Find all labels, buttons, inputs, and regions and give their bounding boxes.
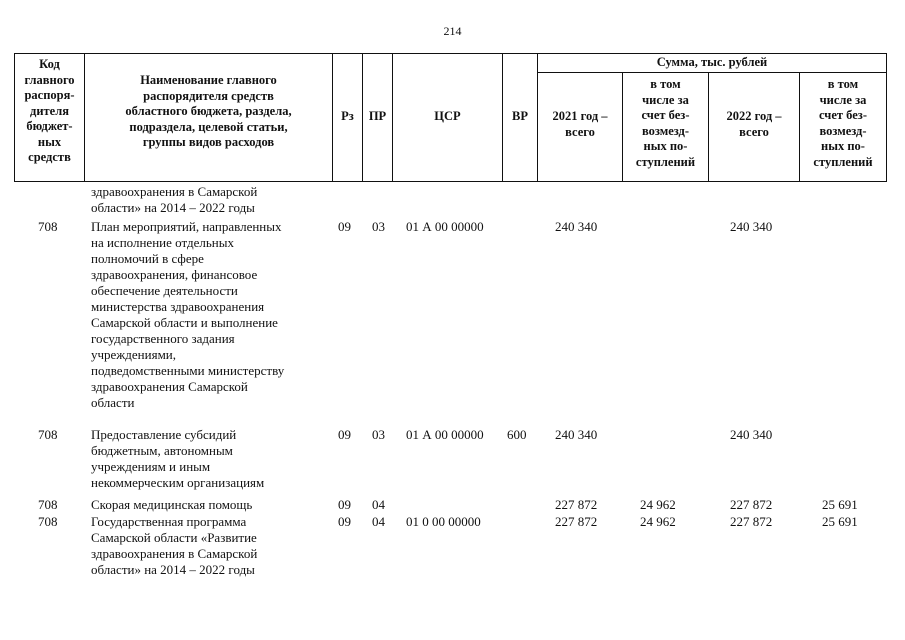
row-pr: 04: [372, 497, 385, 512]
row-2021-free: 24 962: [640, 497, 676, 512]
row-2022-free: 25 691: [822, 514, 858, 529]
row-rz: 09: [338, 427, 351, 442]
row-rz: 09: [338, 497, 351, 512]
row-csr: 01 А 00 00000: [406, 427, 484, 442]
row-code: 708: [38, 514, 58, 529]
row-code: 708: [38, 219, 58, 234]
row-rz: 09: [338, 219, 351, 234]
row-2021-free: 24 962: [640, 514, 676, 529]
row-2022-total: 227 872: [730, 514, 773, 529]
row-pr: 03: [372, 219, 385, 234]
row-rz: 09: [338, 514, 351, 529]
header-vr: ВР: [512, 109, 528, 123]
header-2021-total: 2021 год – всего: [552, 109, 608, 139]
row-name: Государственная программа Самарской области «Развитие здравоохранения в Самарской области» на 2014 – 2022 годы: [91, 514, 258, 577]
row-2022-total: 240 340: [730, 427, 773, 442]
header-rz: Рз: [341, 109, 354, 123]
row-pr: 03: [372, 427, 385, 442]
row-2021-total: 240 340: [555, 427, 598, 442]
row-csr: 01 А 00 00000: [406, 219, 484, 234]
row-name: Скорая медицинская помощь: [91, 497, 253, 512]
header-bottom-border: [14, 181, 887, 182]
header-2021-free: в том числе за счет без- возмезд- ных по- ступлений: [635, 77, 696, 169]
header-pr: ПР: [368, 109, 387, 123]
row-2022-free: 25 691: [822, 497, 858, 512]
row-name: Предоставление субсидий бюджетным, автономным учреждениям и иным некоммерческим организациям: [91, 427, 265, 490]
header-2022-total: 2022 год – всего: [726, 109, 782, 139]
row-2021-total: 227 872: [555, 514, 598, 529]
sum-divider: [537, 72, 887, 73]
header-2022-free: в том числе за счет без- возмезд- ных по- ступлений: [813, 77, 873, 169]
row-code: 708: [38, 497, 58, 512]
header-csr: ЦСР: [434, 109, 461, 123]
row-2021-total: 227 872: [555, 497, 598, 512]
header-name: Наименование главного распорядителя средств областного бюджета, раздела, подраздела, целевой статьи, группы видов расходов: [125, 73, 292, 149]
header-sum: Сумма, тыс. рублей: [656, 55, 768, 69]
page-number: 214: [443, 24, 462, 38]
row-2022-total: 240 340: [730, 219, 773, 234]
row-vr: 600: [507, 427, 527, 442]
header-code: Код главного распоря- дителя бюджет- ных средств: [24, 57, 75, 164]
row-2021-total: 240 340: [555, 219, 598, 234]
row-name: здравоохранения в Самарской области» на 2014 – 2022 годы: [91, 184, 258, 215]
row-2022-total: 227 872: [730, 497, 773, 512]
header-top-border: [14, 53, 887, 54]
row-code: 708: [38, 427, 58, 442]
table-header: [14, 53, 887, 182]
row-csr: 01 0 00 00000: [406, 514, 481, 529]
row-name: План мероприятий, направленных на исполнение отдельных полномочий в сфере здравоохранения, финансовое обеспечение деятельности министерства здравоохранения Самарской области и выполнение государственного задания учреждениями, подведомственными министерству здравоохранения Самарской области: [91, 219, 285, 410]
row-pr: 04: [372, 514, 385, 529]
